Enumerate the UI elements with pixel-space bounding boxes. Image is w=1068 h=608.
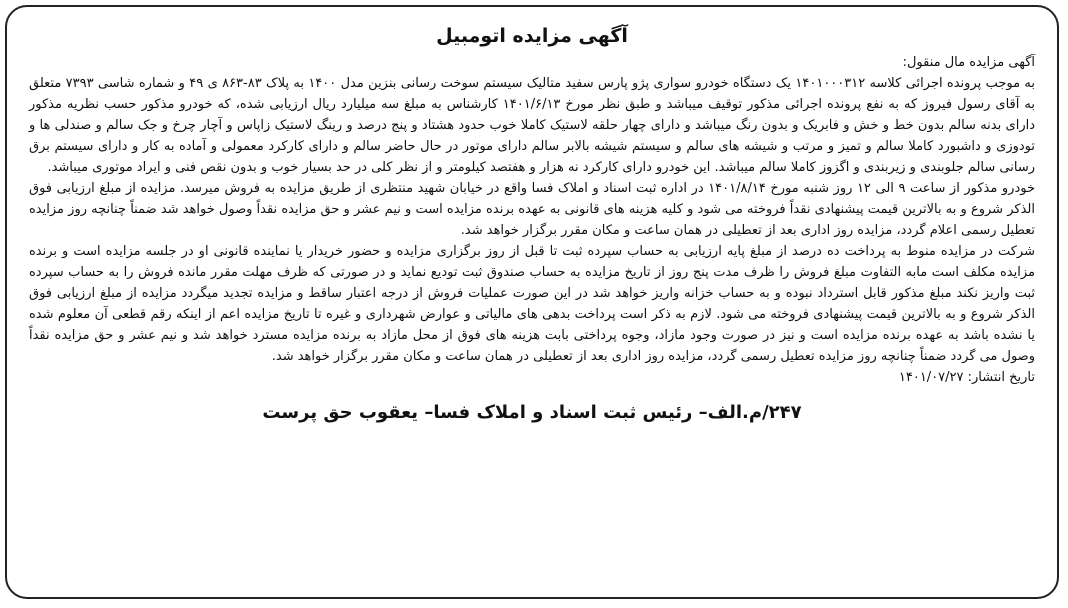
notice-title: آگهی مزایده اتومبیل bbox=[436, 25, 628, 47]
publish-date: تاریخ انتشار: ۱۴۰۱/۰۷/۲۷ bbox=[898, 370, 1035, 385]
notice-heading: آگهی مزایده مال منقول: bbox=[902, 55, 1035, 70]
paragraph-vehicle-description: به موجب پرونده اجرائی کلاسه ۱۴۰۱۰۰۰۳۱۲ یک دستگاه خودرو سواری پژو پارس سفید متالیک سیستم سوخت رسانی بنزین مدل ۱۴۰۰ به پلاک ۸۳-۸۶۳ ی ۴۹ و شماره شاسی ۷۳۹۳ متعلق به آقای رسول فیروز که به نفع پرونده اجرائی مذکور توقیف میباشد و طبق نظر مورخ ۱۴۰۱/۶/۱۳ کارشناس به مبلغ سه میلیارد ریال ارزیابی شده، که خودرو مذکور حسب نظریه مذکور دارای بدنه سالم بدون خط و خش و فابریک و بدون رنگ میباشد و دارای چهار حلقه لاستیک کاملا خوب حدود هشتاد و پنج درصد و رینگ لاستیک زاپاس و آچار چرخ و جک سالم و صندلی ها و تودوزی و داشبورد کاملا سالم و تمیز و مرتب و شیشه های سالم و سیستم شیشه بالابر سالم دارای موتور در حال حاضر سالم و دارای کارکرد معمولی و آماده به کار و دارای سیستم برق رسانی سالم جلوبندی و زیربندی و اگزوز کاملا سالم میباشد. این خودرو دارای کارکرد نه هزار و هفتصد کیلومتر و از نظر کلی در حد بسیار خوب و بدون نقص فنی و ایراد موتوری میباشد. bbox=[29, 76, 1035, 175]
signature-line: ۲۴۷/م.الف– رئیس ثبت اسناد و املاک فسا– یعقوب حق پرست bbox=[262, 402, 802, 423]
notice-frame bbox=[5, 5, 1059, 599]
paragraph-participation-conditions: شرکت در مزایده منوط به پرداخت ده درصد از مبلغ پایه ارزیابی به حساب سپرده ثبت تا قبل از روز برگزاری مزایده و حضور خریدار یا نماینده قانونی او در جلسه مزایده است و برنده مزایده مکلف است مابه التفاوت مبلغ فروش را ظرف مدت پنج روز از تاریخ مزایده به حساب صندوق ثبت تودیع نماید و در صورتی که ظرف مهلت مقرر مانده فروش را به حساب سپرده ثبت واریز نکند مبلغ مذکور قابل استرداد نبوده و به حساب خزانه واریز خواهد شد در این صورت عملیات فروش از درجه اعتبار ساقط و مزایده تجدید میگردد مزایده از مبلغ ارزیابی فوق الذکر شروع و به بالاترین قیمت پیشنهادی فروخته می شود. لازم به ذکر است پرداخت بدهی های مالیاتی و عوارض شهرداری و غیره تا تاریخ مزایده اعم از اینکه رقم قطعی آن معلوم شده یا نشده باشد به عهده برنده مزایده است و نیز در صورت وجود مازاد، وجوه پرداختی بابت هزینه های فوق از محل مازاد به برنده مزایده مسترد خواهد شد و نیم عشر و حق مزایده نقداً وصول می گردد ضمناً چنانچه روز مزایده تعطیل رسمی گردد، مزایده روز اداری بعد از تعطیلی در همان ساعت و مکان مقرر برگزار خواهد شد. bbox=[29, 244, 1035, 364]
paragraph-auction-terms: خودرو مذکور از ساعت ۹ الی ۱۲ روز شنبه مورخ ۱۴۰۱/۸/۱۴ در اداره ثبت اسناد و املاک فسا واقع در خیابان شهید منتظری از طریق مزایده به فروش میرسد. مزایده از مبلغ ارزیابی فوق الذکر شروع و به بالاترین قیمت پیشنهادی نقداً فروخته می شود و کلیه هزینه های قانونی به عهده برنده مزایده است و نیم عشر و حق مزایده نقداً وصول خواهد شد ضمناً چنانچه روز مزایده تعطیل رسمی اعلام گردد، مزایده روز اداری بعد از تعطیلی در همان ساعت و مکان مقرر برگزار خواهد شد. bbox=[29, 181, 1035, 238]
